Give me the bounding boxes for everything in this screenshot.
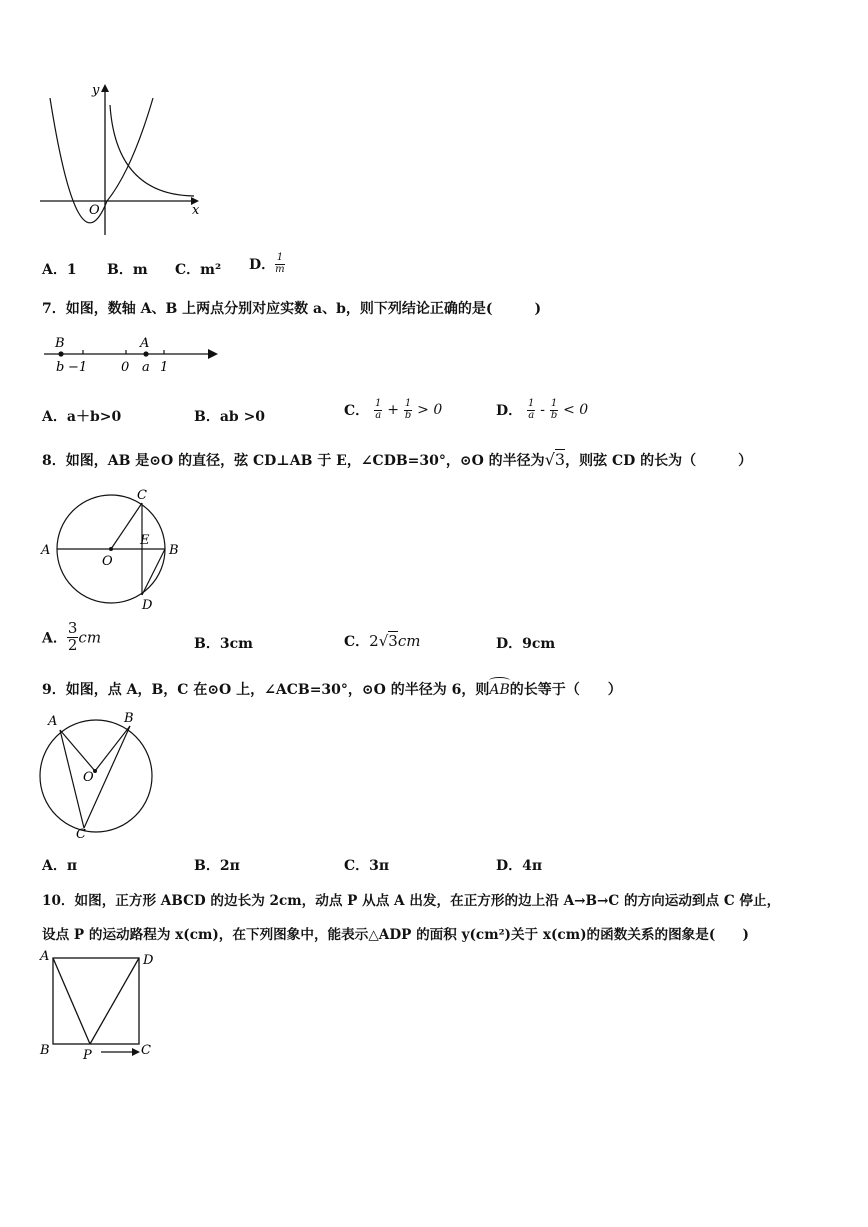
q7-point-a-label: A	[140, 336, 150, 351]
q6-option-b: B．m	[107, 262, 148, 278]
q9-option-d: D．4π	[496, 858, 543, 874]
q9-label-c: C	[76, 827, 86, 840]
q10-label-c: C	[141, 1043, 151, 1058]
q7-point-b-label: B	[55, 336, 65, 351]
q8-option-b: B．3cm	[194, 636, 253, 652]
q7-stem: 7．如图，数轴 A、B 上两点分别对应实数 a、b，则下列结论正确的是( )	[42, 301, 542, 317]
q7-number-line	[40, 334, 225, 376]
q8-option-a: A． $\frac{3}{2}$ cm	[42, 619, 102, 654]
q10-square-figure	[38, 945, 168, 1065]
q8-circle-figure	[36, 485, 196, 615]
q9-label-a: A	[48, 714, 58, 729]
q10-stem-line1: 10．如图，正方形 ABCD 的边长为 2cm，动点 P 从点 A 出发，在正方形的边上沿 A→B→C 的方向运动到点 C 停止，	[42, 893, 781, 909]
q7-option-a: A．a＋b>0	[42, 409, 122, 425]
q6-option-a: A．1	[42, 262, 77, 278]
q7-a-label: a	[142, 360, 150, 375]
q9-stem: 9．如图，点 A，B，C 在⊙O 上，∠ACB=30°，⊙O 的半径为 6，则 AB的长等于（ ）	[42, 678, 622, 699]
q8-label-d: D	[142, 598, 153, 613]
q6-function-graph	[36, 80, 206, 240]
q10-stem-line2: 设点 P 的运动路程为 x(cm)，在下列图象中，能表示△ADP 的面积 y(cm²)关于 x(cm)的函数关系的图象是( )	[42, 927, 749, 943]
q9-label-b: B	[124, 711, 134, 726]
q9-label-o: O	[83, 770, 94, 785]
q9-option-a: A．π	[42, 858, 78, 874]
q9-option-c: C．3π	[344, 858, 390, 874]
q8-label-b: B	[169, 543, 179, 558]
q8-option-c: C．2√3cm	[344, 632, 421, 650]
q8-label-c: C	[137, 488, 147, 503]
q8-label-o: O	[102, 554, 113, 569]
q7-minus-one-label: −1	[68, 360, 88, 375]
q10-label-a: A	[40, 949, 50, 964]
q10-label-p: P	[83, 1048, 92, 1063]
q10-label-b: B	[40, 1043, 50, 1058]
q6-origin-label: O	[89, 203, 100, 218]
q7-option-c: C． $\frac{1}{a}$ + $\frac{1}{b}$ > 0	[344, 398, 443, 421]
q9-option-b: B．2π	[194, 858, 240, 874]
q8-label-a: A	[41, 543, 51, 558]
q8-stem: 8．如图，AB 是⊙O 的直径，弦 CD⊥AB 于 E，∠CDB=30°，⊙O 的半径为√3，则弦 CD 的长为（ ）	[42, 450, 753, 469]
q6-option-d: D． $\frac{1}{m}$	[249, 252, 285, 275]
q7-zero-label: 0	[121, 360, 130, 375]
q8-option-d: D．9cm	[496, 636, 556, 652]
q6-x-label: x	[192, 203, 200, 218]
q9-circle-figure	[38, 708, 158, 840]
q6-option-c: C．m²	[175, 262, 222, 278]
q7-option-b: B．ab >0	[194, 409, 266, 425]
q10-label-d: D	[143, 953, 154, 968]
q7-b-label: b	[56, 360, 65, 375]
q8-label-e: E	[140, 533, 150, 548]
q7-one-label: 1	[160, 360, 169, 375]
q6-y-label: y	[92, 83, 100, 98]
q7-option-d: D． $\frac{1}{a}$ - $\frac{1}{b}$ < 0	[496, 398, 589, 421]
